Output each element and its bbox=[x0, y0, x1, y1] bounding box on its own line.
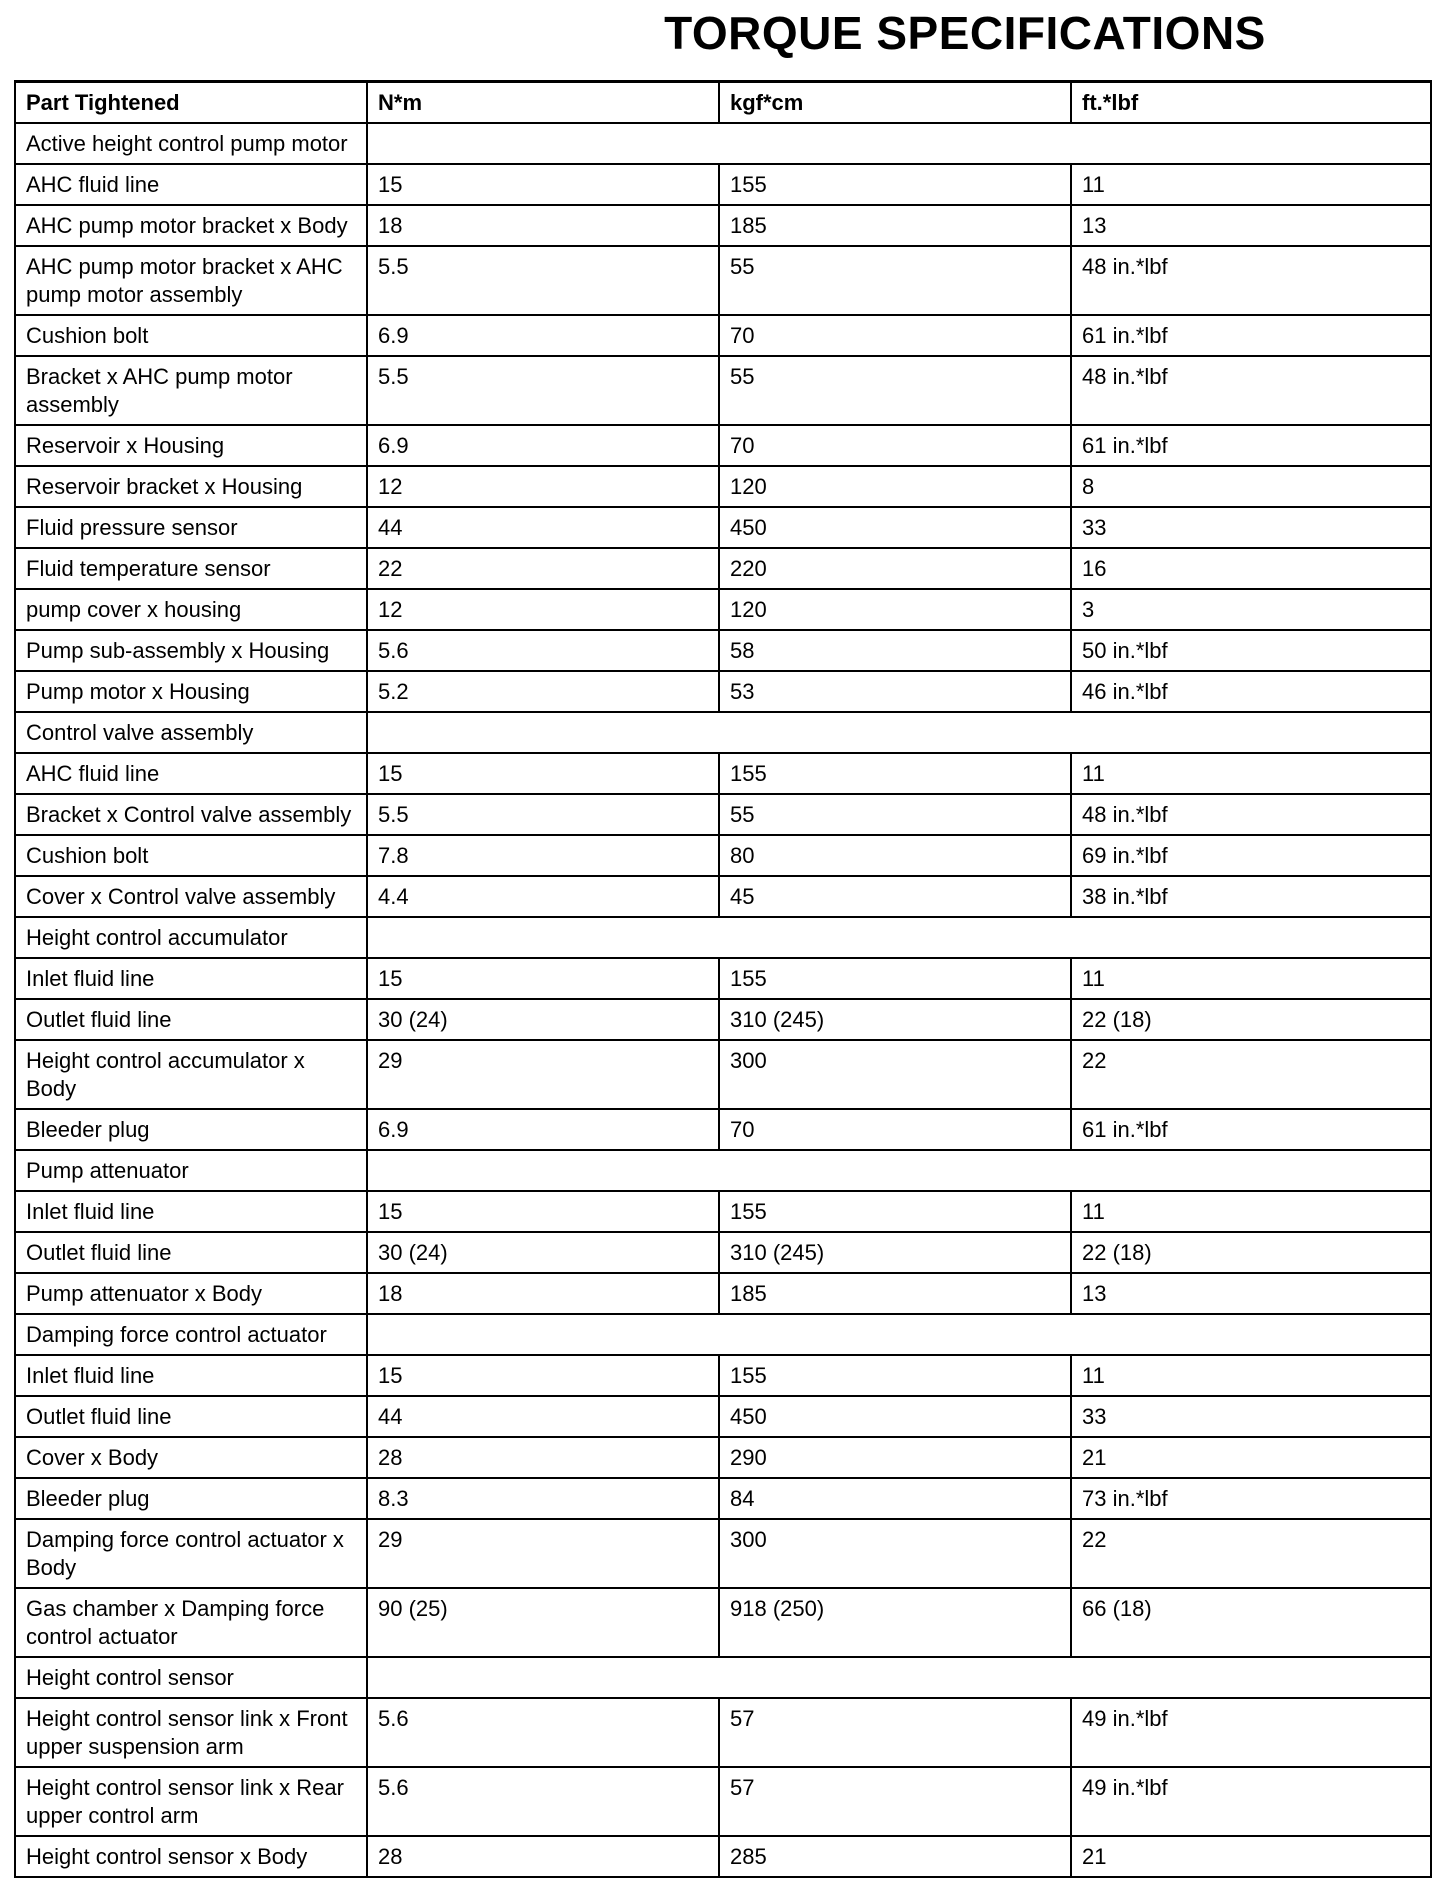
ftlbf-cell: 50 in.*lbf bbox=[1071, 630, 1431, 671]
part-cell: Fluid pressure sensor bbox=[15, 507, 367, 548]
part-cell: Cushion bolt bbox=[15, 315, 367, 356]
nm-cell: 28 bbox=[367, 1836, 719, 1877]
ftlbf-cell: 48 in.*lbf bbox=[1071, 794, 1431, 835]
table-row bbox=[15, 958, 1431, 999]
table-row bbox=[15, 246, 1431, 315]
nm-cell: 15 bbox=[367, 1191, 719, 1232]
nm-cell: 6.9 bbox=[367, 315, 719, 356]
ftlbf-cell: 73 in.*lbf bbox=[1071, 1478, 1431, 1519]
table-row bbox=[15, 1191, 1431, 1232]
part-cell: Height control sensor x Body bbox=[15, 1836, 367, 1877]
table-row bbox=[15, 999, 1431, 1040]
ftlbf-cell: 21 bbox=[1071, 1836, 1431, 1877]
table-row bbox=[15, 205, 1431, 246]
torque-spec-table bbox=[14, 80, 1432, 1878]
section-row bbox=[15, 1314, 1431, 1355]
nm-cell: 44 bbox=[367, 1396, 719, 1437]
table-body bbox=[15, 123, 1431, 1877]
page-title: TORQUE SPECIFICATIONS bbox=[664, 7, 1266, 59]
table-header-row bbox=[15, 82, 1431, 124]
ftlbf-cell: 61 in.*lbf bbox=[1071, 425, 1431, 466]
nm-cell: 4.4 bbox=[367, 876, 719, 917]
ftlbf-cell: 22 bbox=[1071, 1040, 1431, 1109]
nm-cell: 6.9 bbox=[367, 1109, 719, 1150]
kgfcm-cell: 120 bbox=[719, 589, 1071, 630]
ftlbf-cell: 11 bbox=[1071, 164, 1431, 205]
part-cell: AHC fluid line bbox=[15, 753, 367, 794]
part-cell: AHC pump motor bracket x Body bbox=[15, 205, 367, 246]
table-row bbox=[15, 1396, 1431, 1437]
kgfcm-cell: 300 bbox=[719, 1519, 1071, 1588]
kgfcm-cell: 155 bbox=[719, 164, 1071, 205]
nm-cell: 30 (24) bbox=[367, 999, 719, 1040]
part-cell: Height control accumulator x Body bbox=[15, 1040, 367, 1109]
kgfcm-cell: 70 bbox=[719, 1109, 1071, 1150]
part-cell: pump cover x housing bbox=[15, 589, 367, 630]
table-row bbox=[15, 1355, 1431, 1396]
ftlbf-cell: 11 bbox=[1071, 1355, 1431, 1396]
ftlbf-cell: 8 bbox=[1071, 466, 1431, 507]
nm-cell: 29 bbox=[367, 1519, 719, 1588]
ftlbf-cell: 16 bbox=[1071, 548, 1431, 589]
kgfcm-cell: 55 bbox=[719, 794, 1071, 835]
ftlbf-cell: 22 bbox=[1071, 1519, 1431, 1588]
part-cell: Pump sub-assembly x Housing bbox=[15, 630, 367, 671]
ftlbf-cell: 66 (18) bbox=[1071, 1588, 1431, 1657]
part-cell: Height control sensor link x Front upper suspension arm bbox=[15, 1698, 367, 1767]
kgfcm-cell: 155 bbox=[719, 1191, 1071, 1232]
nm-cell: 22 bbox=[367, 548, 719, 589]
section-row bbox=[15, 1150, 1431, 1191]
ftlbf-cell: 11 bbox=[1071, 1191, 1431, 1232]
ftlbf-cell: 46 in.*lbf bbox=[1071, 671, 1431, 712]
nm-cell: 5.2 bbox=[367, 671, 719, 712]
section-empty-cell bbox=[367, 917, 1431, 958]
section-row bbox=[15, 123, 1431, 164]
table-row bbox=[15, 630, 1431, 671]
table-row bbox=[15, 1767, 1431, 1836]
section-label: Pump attenuator bbox=[15, 1150, 367, 1191]
table-row bbox=[15, 1698, 1431, 1767]
part-cell: Outlet fluid line bbox=[15, 1396, 367, 1437]
part-cell: Damping force control actuator x Body bbox=[15, 1519, 367, 1588]
part-cell: Outlet fluid line bbox=[15, 999, 367, 1040]
part-cell: Gas chamber x Damping force control actuator bbox=[15, 1588, 367, 1657]
ftlbf-cell: 61 in.*lbf bbox=[1071, 1109, 1431, 1150]
kgfcm-cell: 450 bbox=[719, 1396, 1071, 1437]
ftlbf-cell: 49 in.*lbf bbox=[1071, 1767, 1431, 1836]
table-row bbox=[15, 1836, 1431, 1877]
column-header-ftlbf: ft.*lbf bbox=[1071, 82, 1431, 124]
ftlbf-cell: 13 bbox=[1071, 205, 1431, 246]
nm-cell: 5.6 bbox=[367, 1767, 719, 1836]
ftlbf-cell: 11 bbox=[1071, 753, 1431, 794]
part-cell: Pump motor x Housing bbox=[15, 671, 367, 712]
kgfcm-cell: 185 bbox=[719, 205, 1071, 246]
ftlbf-cell: 48 in.*lbf bbox=[1071, 246, 1431, 315]
kgfcm-cell: 155 bbox=[719, 753, 1071, 794]
nm-cell: 90 (25) bbox=[367, 1588, 719, 1657]
table-row bbox=[15, 548, 1431, 589]
column-header-part: Part Tightened bbox=[15, 82, 367, 124]
nm-cell: 15 bbox=[367, 958, 719, 999]
section-empty-cell bbox=[367, 1657, 1431, 1698]
kgfcm-cell: 918 (250) bbox=[719, 1588, 1071, 1657]
part-cell: Bleeder plug bbox=[15, 1478, 367, 1519]
section-label: Height control sensor bbox=[15, 1657, 367, 1698]
table-row bbox=[15, 356, 1431, 425]
ftlbf-cell: 38 in.*lbf bbox=[1071, 876, 1431, 917]
part-cell: Cover x Body bbox=[15, 1437, 367, 1478]
table-row bbox=[15, 164, 1431, 205]
kgfcm-cell: 55 bbox=[719, 356, 1071, 425]
kgfcm-cell: 310 (245) bbox=[719, 999, 1071, 1040]
part-cell: Inlet fluid line bbox=[15, 1355, 367, 1396]
kgfcm-cell: 155 bbox=[719, 1355, 1071, 1396]
ftlbf-cell: 33 bbox=[1071, 1396, 1431, 1437]
ftlbf-cell: 22 (18) bbox=[1071, 1232, 1431, 1273]
kgfcm-cell: 220 bbox=[719, 548, 1071, 589]
kgfcm-cell: 45 bbox=[719, 876, 1071, 917]
table-row bbox=[15, 425, 1431, 466]
ftlbf-cell: 3 bbox=[1071, 589, 1431, 630]
table-row bbox=[15, 507, 1431, 548]
table-row bbox=[15, 753, 1431, 794]
kgfcm-cell: 70 bbox=[719, 315, 1071, 356]
nm-cell: 8.3 bbox=[367, 1478, 719, 1519]
section-empty-cell bbox=[367, 123, 1431, 164]
section-row bbox=[15, 1657, 1431, 1698]
kgfcm-cell: 57 bbox=[719, 1767, 1071, 1836]
kgfcm-cell: 185 bbox=[719, 1273, 1071, 1314]
part-cell: Inlet fluid line bbox=[15, 958, 367, 999]
nm-cell: 6.9 bbox=[367, 425, 719, 466]
part-cell: Bracket x Control valve assembly bbox=[15, 794, 367, 835]
ftlbf-cell: 22 (18) bbox=[1071, 999, 1431, 1040]
part-cell: Fluid temperature sensor bbox=[15, 548, 367, 589]
section-label: Control valve assembly bbox=[15, 712, 367, 753]
kgfcm-cell: 80 bbox=[719, 835, 1071, 876]
table-row bbox=[15, 1232, 1431, 1273]
part-cell: AHC fluid line bbox=[15, 164, 367, 205]
part-cell: Height control sensor link x Rear upper control arm bbox=[15, 1767, 367, 1836]
part-cell: Bracket x AHC pump motor assembly bbox=[15, 356, 367, 425]
nm-cell: 12 bbox=[367, 466, 719, 507]
ftlbf-cell: 48 in.*lbf bbox=[1071, 356, 1431, 425]
table-row bbox=[15, 589, 1431, 630]
table-row bbox=[15, 1478, 1431, 1519]
nm-cell: 5.5 bbox=[367, 794, 719, 835]
kgfcm-cell: 53 bbox=[719, 671, 1071, 712]
kgfcm-cell: 310 (245) bbox=[719, 1232, 1071, 1273]
nm-cell: 15 bbox=[367, 753, 719, 794]
section-label: Damping force control actuator bbox=[15, 1314, 367, 1355]
section-row bbox=[15, 917, 1431, 958]
part-cell: Cushion bolt bbox=[15, 835, 367, 876]
kgfcm-cell: 57 bbox=[719, 1698, 1071, 1767]
table-row bbox=[15, 835, 1431, 876]
table-row bbox=[15, 1040, 1431, 1109]
column-header-nm: N*m bbox=[367, 82, 719, 124]
part-cell: Pump attenuator x Body bbox=[15, 1273, 367, 1314]
table-row bbox=[15, 1519, 1431, 1588]
ftlbf-cell: 21 bbox=[1071, 1437, 1431, 1478]
section-label: Height control accumulator bbox=[15, 917, 367, 958]
part-cell: Bleeder plug bbox=[15, 1109, 367, 1150]
ftlbf-cell: 33 bbox=[1071, 507, 1431, 548]
kgfcm-cell: 300 bbox=[719, 1040, 1071, 1109]
table-row bbox=[15, 1588, 1431, 1657]
part-cell: Cover x Control valve assembly bbox=[15, 876, 367, 917]
section-row bbox=[15, 712, 1431, 753]
table-row bbox=[15, 466, 1431, 507]
kgfcm-cell: 58 bbox=[719, 630, 1071, 671]
nm-cell: 30 (24) bbox=[367, 1232, 719, 1273]
nm-cell: 18 bbox=[367, 205, 719, 246]
column-header-kgfcm: kgf*cm bbox=[719, 82, 1071, 124]
kgfcm-cell: 155 bbox=[719, 958, 1071, 999]
ftlbf-cell: 11 bbox=[1071, 958, 1431, 999]
nm-cell: 5.6 bbox=[367, 1698, 719, 1767]
kgfcm-cell: 285 bbox=[719, 1836, 1071, 1877]
table-row bbox=[15, 1437, 1431, 1478]
section-empty-cell bbox=[367, 1150, 1431, 1191]
ftlbf-cell: 49 in.*lbf bbox=[1071, 1698, 1431, 1767]
table-row bbox=[15, 1109, 1431, 1150]
table-row bbox=[15, 1273, 1431, 1314]
nm-cell: 7.8 bbox=[367, 835, 719, 876]
kgfcm-cell: 450 bbox=[719, 507, 1071, 548]
table-row bbox=[15, 794, 1431, 835]
part-cell: Outlet fluid line bbox=[15, 1232, 367, 1273]
section-empty-cell bbox=[367, 712, 1431, 753]
nm-cell: 44 bbox=[367, 507, 719, 548]
nm-cell: 15 bbox=[367, 164, 719, 205]
table-row bbox=[15, 315, 1431, 356]
part-cell: Inlet fluid line bbox=[15, 1191, 367, 1232]
nm-cell: 5.5 bbox=[367, 246, 719, 315]
kgfcm-cell: 55 bbox=[719, 246, 1071, 315]
part-cell: Reservoir bracket x Housing bbox=[15, 466, 367, 507]
table-row bbox=[15, 876, 1431, 917]
nm-cell: 28 bbox=[367, 1437, 719, 1478]
kgfcm-cell: 70 bbox=[719, 425, 1071, 466]
kgfcm-cell: 84 bbox=[719, 1478, 1071, 1519]
part-cell: Reservoir x Housing bbox=[15, 425, 367, 466]
section-label: Active height control pump motor bbox=[15, 123, 367, 164]
kgfcm-cell: 120 bbox=[719, 466, 1071, 507]
part-cell: AHC pump motor bracket x AHC pump motor assembly bbox=[15, 246, 367, 315]
ftlbf-cell: 69 in.*lbf bbox=[1071, 835, 1431, 876]
section-empty-cell bbox=[367, 1314, 1431, 1355]
ftlbf-cell: 61 in.*lbf bbox=[1071, 315, 1431, 356]
table-row bbox=[15, 671, 1431, 712]
nm-cell: 15 bbox=[367, 1355, 719, 1396]
kgfcm-cell: 290 bbox=[719, 1437, 1071, 1478]
nm-cell: 29 bbox=[367, 1040, 719, 1109]
nm-cell: 5.6 bbox=[367, 630, 719, 671]
nm-cell: 12 bbox=[367, 589, 719, 630]
nm-cell: 18 bbox=[367, 1273, 719, 1314]
ftlbf-cell: 13 bbox=[1071, 1273, 1431, 1314]
nm-cell: 5.5 bbox=[367, 356, 719, 425]
